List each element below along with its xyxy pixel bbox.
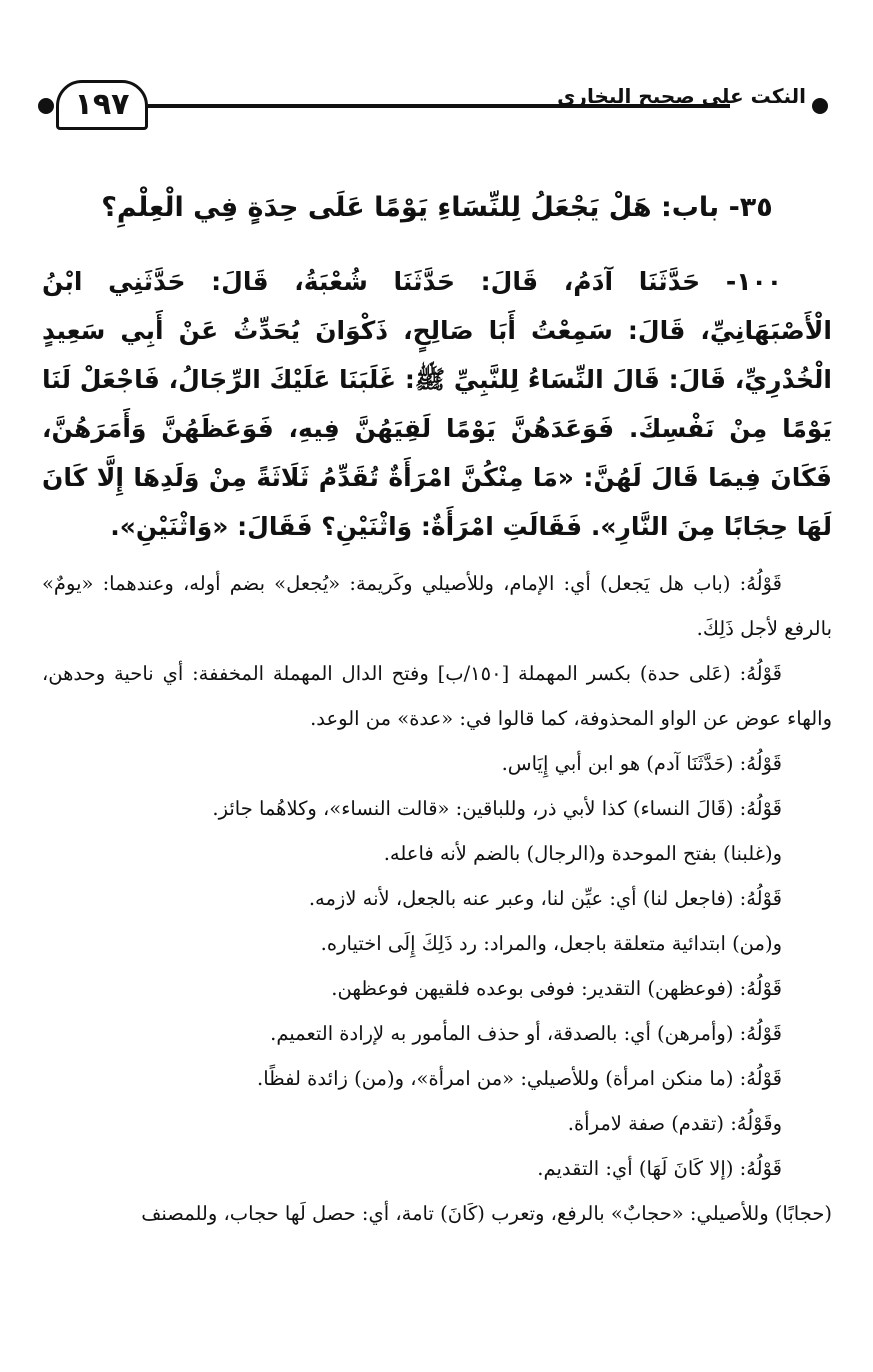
chapter-title: ٣٥- باب: هَلْ يَجْعَلُ لِلنِّسَاءِ يَوْمًا عَلَى حِدَةٍ فِي الْعِلْمِ؟	[101, 192, 773, 223]
header-dot-left	[38, 98, 54, 114]
header-dot-right	[812, 98, 828, 114]
page-number: ١٩٧	[56, 80, 148, 130]
commentary-paragraph: وقَوْلُهُ: (تقدم) صفة لامرأة.	[567, 1112, 782, 1135]
page-header	[38, 78, 828, 134]
page-body	[42, 192, 832, 1236]
commentary-paragraph: و(غلبنا) بفتح الموحدة و(الرجال) بالضم لأنه فاعله.	[383, 842, 782, 865]
commentary-paragraph: قَوْلُهُ: (وأمرهن) أي: بالصدقة، أو حذف المأمور به لإرادة التعميم.	[270, 1022, 782, 1045]
commentary-paragraph: (حجابًا) وللأصيلي: «حجابٌ» بالرفع، وتعرب (كَانَ) تامة، أي: حصل لَها حجاب، وللمصنف	[141, 1202, 832, 1225]
hadith-text: ١٠٠- حَدَّثَنَا آدَمُ، قَالَ: حَدَّثَنَا شُعْبَةُ، قَالَ: حَدَّثَنِي ابْنُ الْأَصْبَهَانِيِّ، قَالَ: سَمِعْتُ أَبَا صَالِحٍ، ذَكْوَانَ يُحَدِّثُ عَنْ أَبِي سَعِيدٍ الْخُدْرِيِّ، قَالَ: قَالَ النِّسَاءُ لِلنَّبِيِّ ﷺ: غَلَبَنَا عَلَيْكَ الرِّجَالُ، فَاجْعَلْ لَنَا يَوْمًا مِنْ نَفْسِكَ. فَوَعَدَهُنَّ يَوْمًا لَقِيَهُنَّ فِيهِ، فَوَعَظَهُنَّ وَأَمَرَهُنَّ، فَكَانَ فِيمَا قَالَ لَهُنَّ: «مَا مِنْكُنَّ امْرَأَةٌ تُقَدِّمُ ثَلَاثَةً مِنْ وَلَدِهَا إِلَّا كَانَ لَهَا حِجَابًا مِنَ النَّارِ». فَقَالَتِ امْرَأَةٌ: وَاثْنَيْنِ؟ فَقَالَ: «وَاثْنَيْنِ».	[42, 267, 832, 541]
commentary-paragraph: قَوْلُهُ: (فوعظهن) التقدير: فوفى بوعده فلقيهن فوعظهن.	[331, 977, 782, 1000]
commentary-paragraph: قَوْلُهُ: (باب هل يَجعل) أي: الإمام، وللأصيلي وكَريمة: «يُجعل» بضم أوله، وعندهما: «يومٌ» بالرفع لأجل ذَلِكَ.	[42, 572, 832, 640]
commentary-paragraph: و(من) ابتدائية متعلقة باجعل، والمراد: رد ذَلِكَ إِلَى اختياره.	[320, 932, 782, 955]
commentary-paragraph: قَوْلُهُ: (إلا كَانَ لَهَا) أي: التقديم.	[537, 1157, 782, 1180]
commentary-paragraph: قَوْلُهُ: (قَالَ النساء) كذا لأبي ذر، وللباقين: «قالت النساء»، وكلاهُما جائز.	[212, 797, 782, 820]
commentary-paragraph: قَوْلُهُ: (عَلى حدة) بكسر المهملة [١٥٠/ب] وفتح الدال المهملة المخففة: أي ناحية وحدهن، والهاء عوض عن الواو المحذوفة، كما قالوا في: «عدة» من الوعد.	[42, 662, 832, 730]
commentary-paragraph: قَوْلُهُ: (ما منكن امرأة) وللأصيلي: «من امرأة»، و(من) زائدة لفظًا.	[257, 1067, 782, 1090]
book-title: النكت على صحيح البخاري	[557, 84, 806, 108]
commentary-paragraph: قَوْلُهُ: (فاجعل لنا) أي: عيِّن لنا، وعبر عنه بالجعل، لأنه لازمه.	[308, 887, 782, 910]
commentary-paragraph: قَوْلُهُ: (حَدَّثَنَا آدم) هو ابن أبي إِيَاس.	[501, 752, 782, 775]
